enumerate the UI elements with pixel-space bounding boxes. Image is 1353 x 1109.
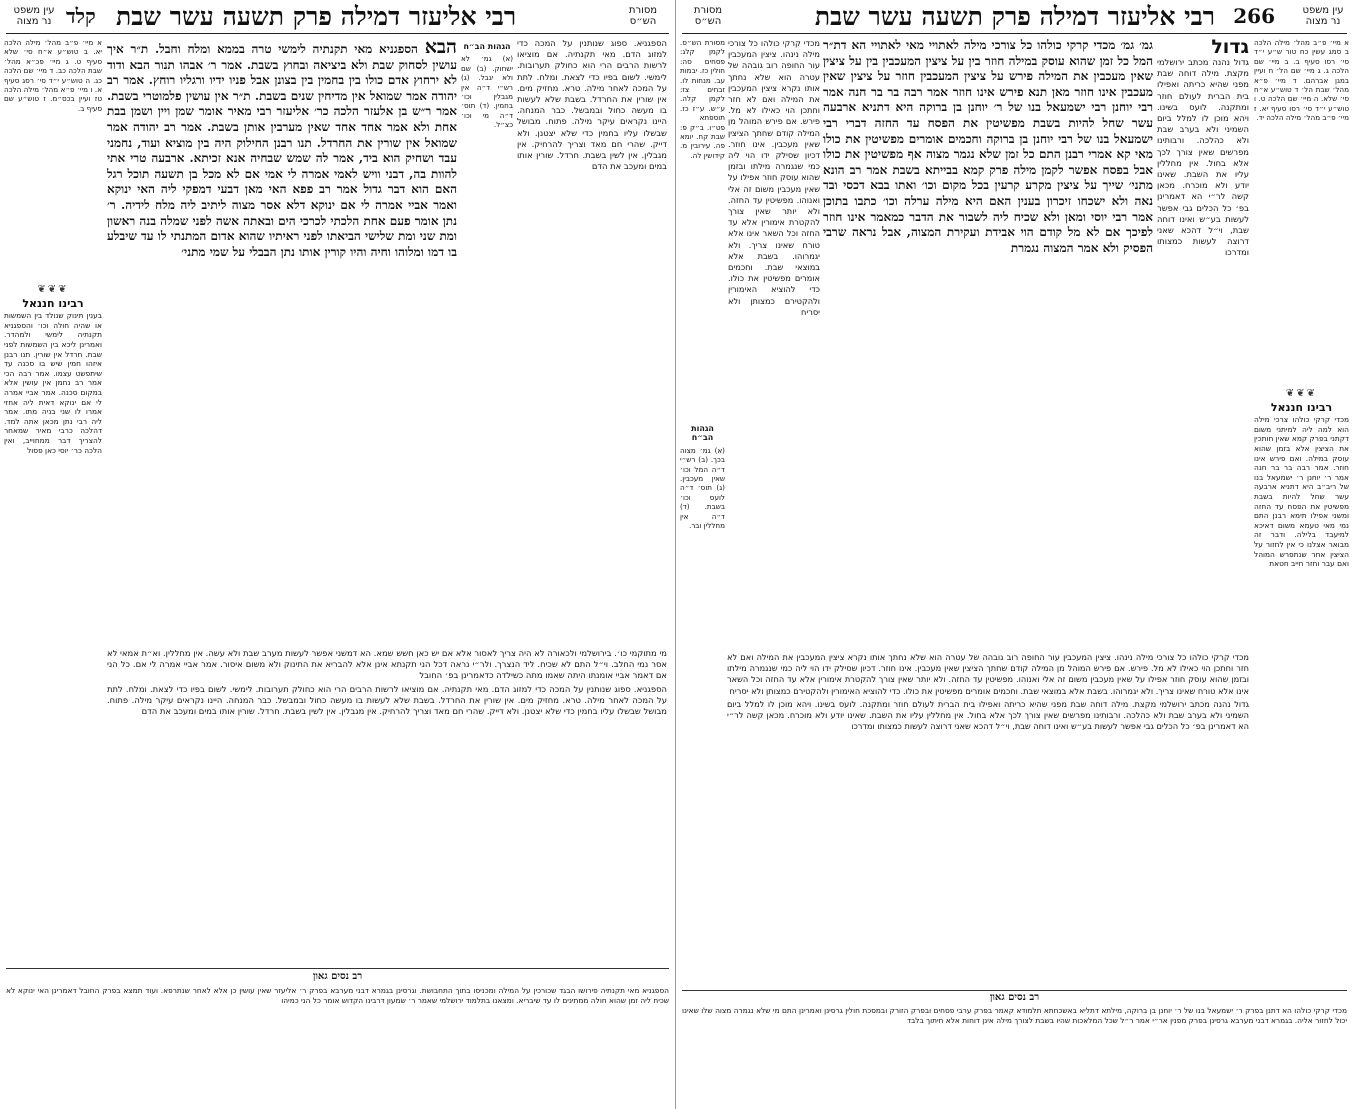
page-header-title: רבי אליעזר דמילה פרק תשעה עשר שבת: [814, 2, 1215, 31]
gemara-main-text: [823, 38, 1153, 648]
footer-title: רב נסים גאון: [312, 971, 363, 982]
footer-title: רב נסים גאון: [989, 992, 1040, 1003]
rabbeinu-chananel-text: בענין תינוק שנולד בין השמשות או שהיה חולה וכו׳ והספגניא תקנתיה לימשי ולמהדר. ואמרינן ליכא בין השמשות לפני שבת. חרדל אין שורין. תנו רבנן איזהו חמין שיש בו סכנה עד שיתפשט עצמו. אמר רבה הכי אמר רב נחמן אין עושין אלא במקום סכנה. אמר אביי אמרה לי אם ינוקא דאית ליה אחזי אמרו לו שני בניה מתו. אמר ליה רבי נתן מכאן אתה למד. דהלכה כרבי מאיר שמאחר להצריך דבר ממחוייב, ואין הלכה כר׳ יוסי כאן פסול: [4, 311, 102, 455]
left-page: [0, 0, 676, 1109]
gemara-main-text: [107, 38, 457, 643]
rabbeinu-chananel-column: [4, 282, 102, 982]
hagahot-column: [461, 38, 513, 628]
rabbeinu-chananel-column: [1254, 386, 1349, 986]
opening-word: הבא: [424, 38, 457, 58]
footer-rule: [6, 968, 669, 969]
right-page-header: [682, 2, 1347, 34]
ornament: ❦❦❦: [37, 284, 69, 295]
gemara-label: גמ׳: [1139, 38, 1153, 52]
hagahot-text: (א) גמ׳ לא ישחוק. (ב) שם ולא יגבל. (ג) רש״י ד״ה אין מגבלין וכו׳ בחמין. (ד) תוס׳ ד״ה מי וכו׳ כצ״ל.: [461, 54, 513, 130]
hagahot-column: [680, 420, 725, 630]
ein-mishpat-label: עין משפט נר מצוה: [1302, 5, 1344, 27]
gemara-text: הספגניא מאי תקנתיה לימשי טרה בממא ומלח וחבל. ת״ר איך עושין לסחוק שבת ולא ביציאה ובחוץ בשבת. אמר ר׳ אבהו תנור הבא ודוד לא ירחוץ אדם כולו בין בחמין בין בצונן אבל פניו ידיו ורגליו רוחץ. אמר רב יהודה אמר שמואל אין מדיחין שנים בשבת. ת״ר אין עושין פלמוטרי בשבת. אמר ר״ש בן אלעזר הלכה כר׳ אליעזר רבי מאיר אומר שמן ויין ושמן בבת אחת ולא אמר אחד אחד שאין מערבין אותן בשבת. אמר רב יהודה אמר שמואל אין שורין את החרדל. תנו רבנן החילוק היה בין מוציא ועוד, נחמני עבד ושחיק הוא ביד, אמר לה שמש שבחיה אנא זכיתא. ארבעה טרי אתי להוות בה, דבני וויש לאמי אמרה לי אמי אם לא מכל בן תשעה תוכל רגל האם הוא דבר גדול אמר רב פפא האי מאן דבעי דמפקי ליה האי ינוקא ואמר אביי אמרה לי אם ינוקא דלא אסר מצוה ליתיב ליה מלח לידיה. ר׳ נתן אומר פעם אחת הלכתי לכרכי הים ובאתה אשה לפני שמלה בנה ראשון ומת שני ומת שלישי הביאתו לפני ראיתיו שהוא אדום המתנתי לו עד שיבלע בו דמו ומלוהו וחיה והיו קורין אותו נתן הבבלי על שמי: [107, 42, 457, 259]
page-header-title: רבי אליעזר דמילה פרק תשעה עשר שבת: [116, 2, 517, 31]
footer-text: הספגניא מאי תקנתיה פירושו הבגד שכורכין על המילה ומכניסו בתוך התחבושת. וגרסינן בגמרא דבני מערבא בפרק ר׳ אליעזר שאין עושין כן אלא לאחר שנתרפא. ועוד תמצא בפרק החובל דאמרינן האי ינוקא לא שכיח ליה זמן שהוא חולה ממתינים לו עד שיבריא. ומצאנו בתלמוד ירושלמי שאמר ר׳ שמעון דרבינו הקדוש אומר כל הני כמיהו: [6, 986, 669, 1005]
ein-mishpat-column: א מיי׳ פ״ב מהל׳ מילה הלכה ב סמג עשין כח טור ש״ע י״ד סי׳ רסו סעיף ב. ב מיי׳ שם הלכה ג. ג מיי׳ שם הל׳ ח ועיין במגן אברהם. ד מיי׳ פ״א מהל׳ שבת הל׳ ד טוש״ע א״ח סי׳ שלא. ה מיי׳ שם הלכה ט. ו טוש״ע י״ד סי׳ רסו סעיף יא. ז מיי׳ פ״ב מהל׳ מילה הלכה יד.: [1254, 38, 1349, 123]
gemara-text: גמ׳ מכדי קרקי כולהו כל צורכי מילה לאתויי מאי לאתויי הא דת״ר המל כל זמן שהוא עוסק במילה חוזר בין על ציצין המעכבין בין על ציצין שאין מעכבין את המילה פירש על ציצין המעכבין חוזר על ציצין שאין מעכבין אינו חוזר מאן תנא פירש אינו חוזר אמר רבה בר בר חנה אמר רבי יוחנן רבי ישמעאל בנו של ר׳ יוחנן בן ברוקה היא דתניא ארבעה עשר שחל להיות בשבת מפשיטין את הפסח עד החזה דברי רבי ישמעאל בנו של רבי יוחנן בן ברוקה וחכמים אומרים מפשיטין את כולו מאי קא אמרי רבנן התם כל זמן שלא נגמר מצוה אף מפשיטין את כולו אבל בפסח אפשר לקמן מילה פרק קמא בבייתא בשבת אמר רב הונא מתני׳ שייך על ציצין מקרע קרעין בכל מקום וכו׳ ואתו בבא דכסי ובד נאה ולא ישכחו זיכרון בענין האם היא מילה ערלה וכו׳ כתבו בתוכן אמר רבי יוסי ומאן ולא שכיח ליה לשבור את הדבר כמאמר אינו חוזר לפיכך אם לא מל קודם הוי אבידת ועקירת המצוה, אבל נראה שרבי הפסיק ולא אמר המצוה נגמרת: [823, 38, 1153, 255]
opening-word: גדול: [1211, 38, 1249, 58]
hagahot-text: (א) גמ׳ מצוה בכך. (ב) רש״י ד״ה המל וכו׳ שאין מעכבין. (ג) תוס׳ ד״ה לועס וכו׳ בשבת. (ד) ד״ה אין מחללין ובר.: [680, 445, 725, 531]
lower-tosfos-text: גדול נהנה מכתב ירושלמי מקצת. מילה דוחה שבת מפני שהיא כריתה ואפילו בית הברית לעולם חוזר ומתקנה. לועס בשינו. ויהא מוכן לו למלל ביום השמיני ולא בערב שבת ולא כהלכה. ורבותינו מפרשים שאין צורך לכך אלא בחול. אין מחללין עליו את השבת. שאינו יודע ולא מוכרח. מכאן קשה לר״י הא דאמרינן בפ׳ כל הכלים גבי אפשר לעשות בע״ש ואינו דוחה שבת, וי״ל דהכא שאני דרוצה לעשות כמצותו ומדרכו: [727, 698, 1249, 732]
footer-rule: [682, 990, 1347, 991]
rabbeinu-chananel-text: מכדי קרקי כולהו צרכי מילה הוא למה ליה למיתני משום דקתני בפרק קמא שאין חותכין את הציצין אלא בזמן שהוא עוסק במילה. ואם פירש אינו חוזר. אמר רבה בר בר חנה אמר ר׳ יוחנן ר׳ ישמעאל בנו של ריב״ב היא דתניא ארבעה עשר שחל להיות בשבת מפשיטין את הפסח עד החזה ומשני אפילו תימא רבנן התם נמי מאי טעמא משום דאיכא למיעבד בלילה. ודבר זה מבואר אצלנו כי אין לחזור על הציצין אחר שנתפרש המוהל ואם עבר וחזר חייב חטאת: [1254, 415, 1349, 569]
lower-rashi-text: מכדי קרקי כולהו כל צורכי מילה נינהו. ציצין המעכבין עור החופה רוב גובהה של עטרה הוא שלא נחתך אותו נקרא ציצין המעכבין את המילה ואם לא חזר וחתכן הוי כאילו לא מל. פירש. אם פירש המוהל מן המילה קודם שחתך הציצין שאין מעכבין. אינו חוזר. דכיון שסילק ידו הוי ליה כמי שנגמרה מילתו ובזמן שהוא עוסק חוזר אפילו על שאין מעכבין משום זה אלי ואנוהו. מפשיטין עד החזה. ולא יותר שאין צורך להקטרת אימורין אלא עד החזה וכל השאר אינו אלא טורח שאינו צריך. ולא יגמרוהו. בשבת אלא במוצאי שבת. וחכמים אומרים מפשיטין את כולו. כדי להוציא האימורין ולהקטירם כמצותן ולא יסריח: [727, 652, 1249, 696]
ornament: ❦❦❦: [1285, 388, 1318, 399]
masoret-hashas-column: מסורת הש״ס. לקמן קלג: פסחים סה: חולין כז. יבמות עב. מנחות לו. זבחים צז: לקמן קלה. ע״ש. ע״ז כז. תוספתא פט״ו. ב״ק פ: שבת קח. יומא פה. עירובין מ. קידושין לה.: [680, 38, 725, 160]
page-number: 266: [1233, 4, 1275, 28]
rashi-column: מכדי קרקי כולהו כל צורכי מילה נינהו. ציצין המעכבין עור החופה רוב גובהה של עטרה הוא שלא נחתך אותו נקרא ציצין המעכבין את המילה ואם לא חזר וחתכן הוי כאילו לא מל. פירש. אם פירש המוהל מן המילה קודם שחתך הציצין שאין מעכבין. אינו חוזר. דכיון שסילק ידו הוי ליה כמי שנגמרה מילתו ובזמן שהוא עוסק חוזר אפילו על שאין מעכבין משום זה אלי ואנוהו. מפשיטין עד החזה. ולא יותר שאין צורך להקטרת אימורין אלא עד החזה וכל השאר אינו אלא טורח שאינו צריך. ולא יגמרוהו. בשבת אלא במוצאי שבת. וחכמים אומרים מפשיטין את כולו. כדי להוציא האימורין ולהקטירם כמצותן ולא יסריח: [728, 38, 820, 317]
hagahot-title: הגהות הב״ח: [463, 42, 511, 51]
lower-rashi-text: הספגניא. ספוג שנותנין על המכה כדי למזוג הדם. מאי תקנתיה. אם מוציאו לרשות הרבים הרי הוא כחולק תערובות. לימשי. לשום בפיו כדי לצאת. ומלח. לתת על המכה לאחר מילה. טרא. מחזיק מים. אין שורין את החרדל. בשבת שלא לעשות בו מעשה כחול ובמבשל. כבר המנחה. היינו נקראים עיקר מילה. פתוח. מבושל שבשלו עליו בחמין כדי שלא יצטנן. ולא דייק. שהרי חם מאד וצריך להרחיק. אין מגבלין. אין לשין בשבת. חרדל. שורין אותו במים ומעכב את הדם: [107, 683, 667, 717]
ein-mishpat-label: עין משפט נר מצוה: [13, 5, 55, 27]
rashi-column: הספגניא. ספוג שנותנין על המכה כדי למזוג הדם. מאי תקנתיה. אם מוציאו לרשות הרבים הרי הוא כחולק תערובות. לימשי. לשום בפיו כדי לצאת. ומלח. לתת על המכה לאחר מילה. טרא. מחזיק מים. אין שורין את החרדל. בשבת שלא לעשות בו מעשה כחול ובמבשל. כבר המנחה. היינו נקראים עיקר מילה. פתוח. מבושל שבשלו עליו בחמין כדי שלא יצטנן. ולא דייק. שהרי חם מאד וצריך להרחיק. אין מגבלין. אין לשין בשבת. חרדל. שורין אותו במים ומעכב את הדם: [517, 38, 667, 172]
masoret-label: מסורת הש״ס: [693, 5, 723, 27]
page-number: קלד: [66, 4, 96, 28]
left-page-header: [6, 2, 669, 34]
rabbeinu-chananel-title: רבינו חננאל: [22, 296, 84, 310]
ein-mishpat-column: א מיי׳ פ״ב מהל׳ מילה הלכה יא. ב טוש״ע א״ח סי׳ שלא סעיף ט. ג מיי׳ פכ״א מהל׳ שבת הלכה כב. ד מיי׳ שם הלכה כג. ה טוש״ע י״ד סי׳ רסג סעיף א. ו מיי׳ פ״א מהל׳ מילה הלכה טז ועיין בכס״מ. ז טוש״ע שם סעיף ב.: [4, 38, 102, 113]
lower-commentary-block: [727, 652, 1249, 988]
masoret-label: מסורת הש״ס: [628, 5, 658, 27]
right-page: [676, 0, 1353, 1109]
footer-text: מכדי קרקי כולהו הא דתנן בפרק ר׳ ישמעאל בנו של ר׳ יוחנן בן ברוקה, מילתא דתליא באשכחתא תלמודא קאמר בפרק ערבי פסחים ובפרק הזורק ובמסכת חולין גרסינן ואמרינן התם מי שלא נגמרה מצוה שלו שאינו יכול לחזור אליה. בגמרא דבני מערבא גרסינן בפרק מפנין אר״י אמר ר״ל שכל המלאכות שהיו בשבת לצורך מילה אינן דוחות אלא חיתוך בלבד: [682, 1006, 1347, 1025]
hagahot-title: הגהות הב״ח: [691, 424, 714, 443]
mishnah-label: מתני׳: [181, 244, 206, 259]
tosfos-text: גדול נהנה מכתב ירושלמי מקצת. מילה דוחה שבת מפני שהיא כריתה ואפילו בית הברית לעולם חוזר ומתקנה. לועס בשינו. ויהא מוכן לו למלל ביום השמיני ולא בערב שבת ולא כהלכה. ורבותינו מפרשים שאין צורך לכך אלא בחול. אין מחללין עליו את השבת. שאינו יודע ולא מוכרח. מכאן קשה לר״י הא דאמרינן בפ׳ כל הכלים גבי אפשר לעשות בע״ש ואינו דוחה שבת, וי״ל דהכא שאני דרוצה לעשות כמצותו ומדרכו: [1157, 57, 1249, 258]
rabbeinu-chananel-title: רבינו חננאל: [1270, 400, 1333, 414]
tosfos-column-top: [1157, 38, 1249, 338]
lower-tosfos-text: מי מתוקמי כו׳. בירושלמי ולכאורה לא היה צריך לאסור אלא אם יש כאן חשש שמא. הא דמשני אפשר לעשות מערב שבת ולא עשה. אין מחללין. וא״ת אמאי לא אסר נמי החלב. וי״ל התם לא שכיח. ליד הנצרך. ולר״י נראה דכל הני תקנתא אינן אלא להבריא את התינוק ולא משום איסור. אמר אביי אמרה לי אם. כל הני אם דאמר אביי אומנתו היתה שאמו מתה כשילדה כדאמרינן בפ׳ החובל: [107, 648, 667, 681]
lower-commentary-block: [107, 648, 667, 966]
